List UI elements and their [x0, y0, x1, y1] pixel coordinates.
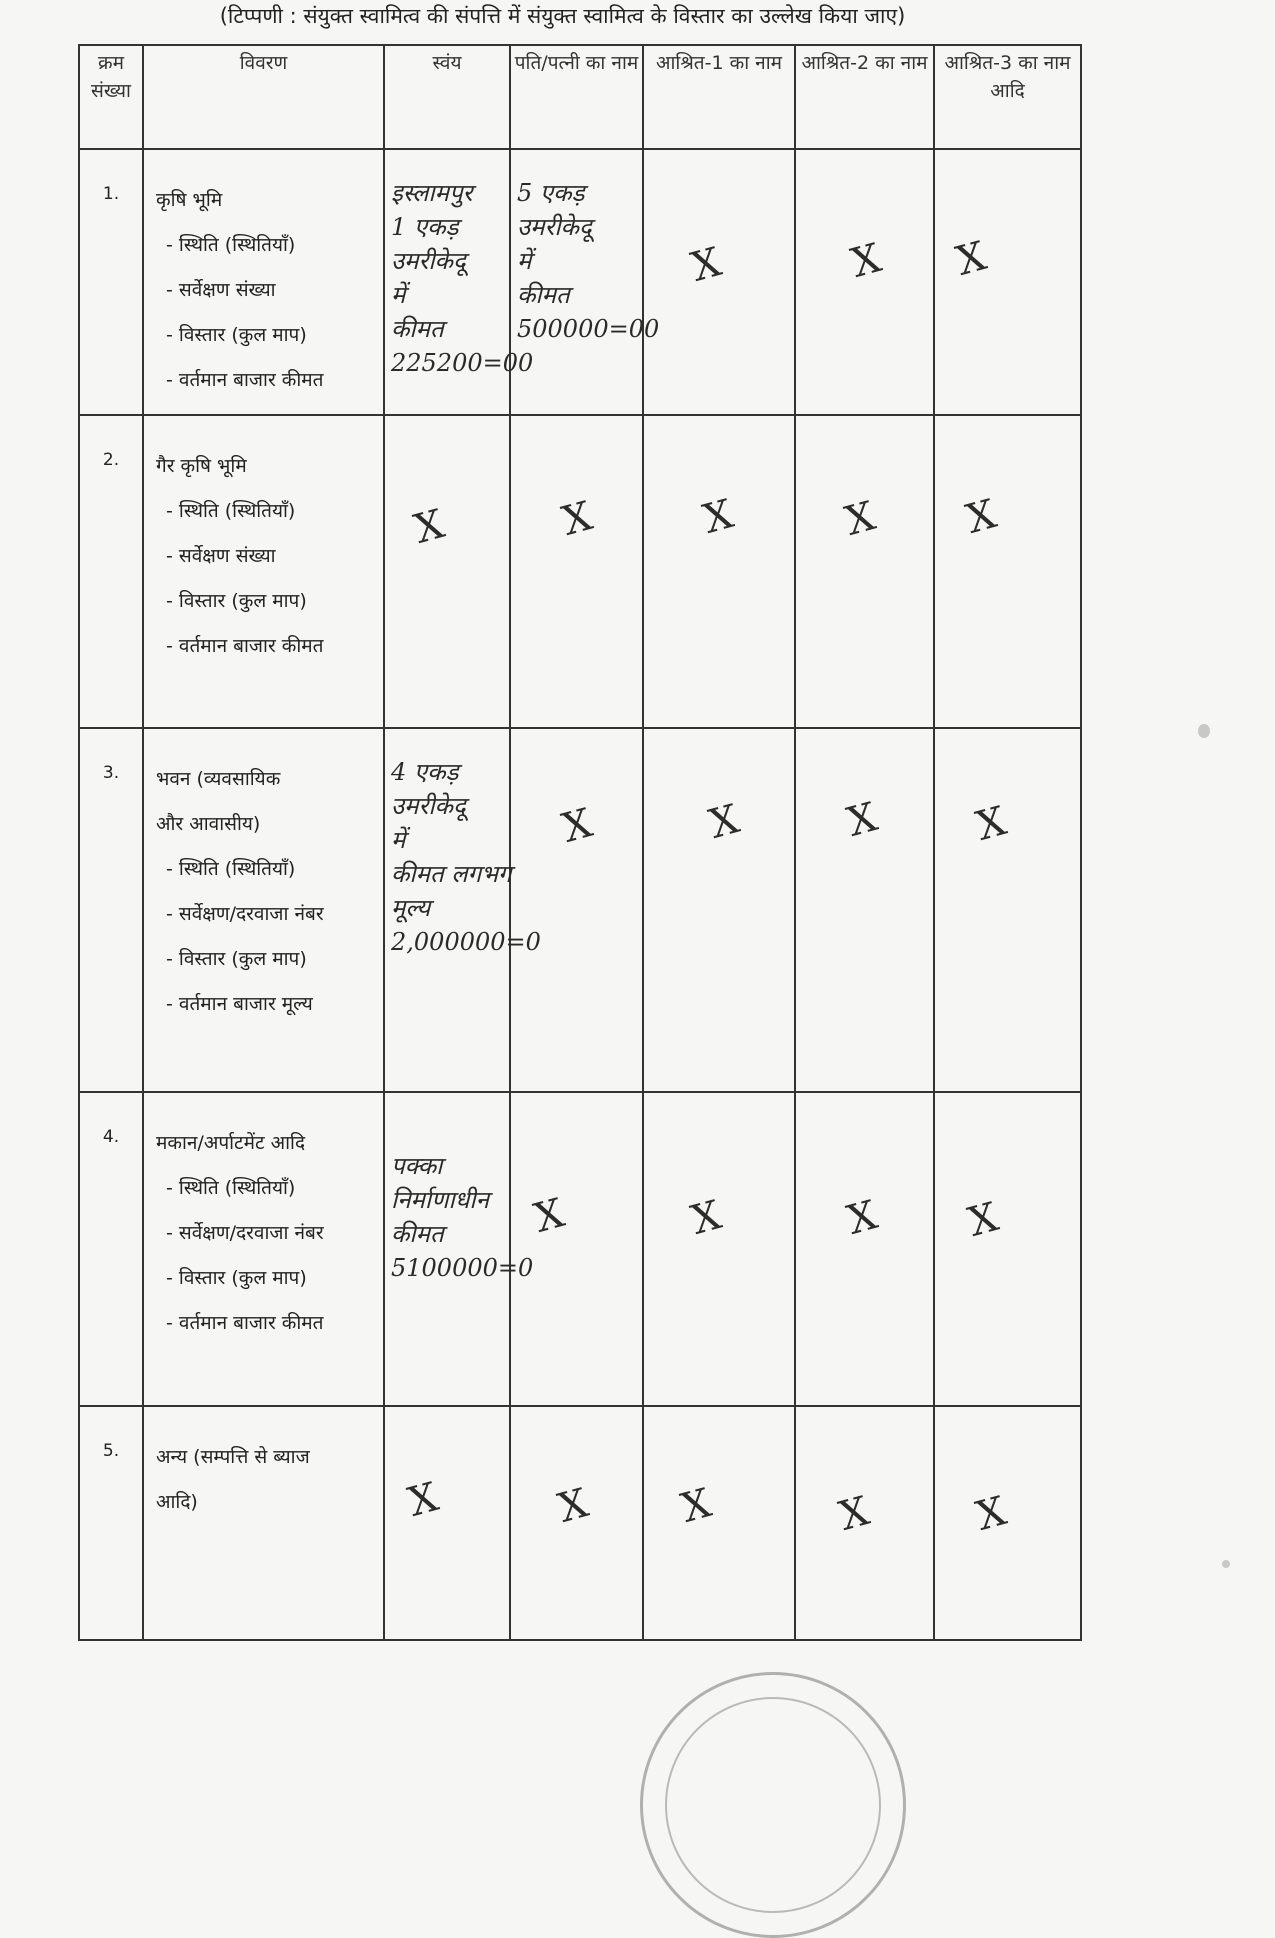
table-row: [79, 1406, 1081, 1640]
dependent-2-entry: [795, 1092, 934, 1406]
field-label: - सर्वेक्षण संख्या: [166, 545, 276, 567]
details-cell: [143, 728, 384, 1092]
category-label: अन्य (सम्पत्ति से ब्याज: [156, 1446, 310, 1468]
dependent-2-entry: [795, 728, 934, 1092]
spouse-entry: [510, 1092, 643, 1406]
property-declaration-table: [78, 44, 1082, 1641]
self-entry: [384, 415, 510, 728]
table-row: [79, 415, 1081, 728]
table-row: [79, 149, 1081, 415]
category-label: गैर कृषि भूमि: [156, 455, 247, 477]
self-entry: [384, 1092, 534, 1406]
category-label: और आवासीय): [156, 813, 261, 835]
cross-mark: X: [403, 1474, 443, 1526]
field-label: - स्थिति (स्थितियाँ): [166, 500, 296, 522]
handwritten-line: कीमत लगभग: [391, 860, 512, 888]
dependent-1-entry: [643, 1092, 795, 1406]
serial-cell: 3.: [79, 728, 143, 1092]
official-seal-stamp: [640, 1672, 906, 1938]
handwritten-line: 4 एकड़: [391, 758, 459, 786]
header-dependent-2: आश्रित-2 का नाम: [795, 45, 934, 149]
scan-smudge: [1198, 724, 1210, 738]
cross-mark: X: [686, 1192, 726, 1244]
table-note: [0, 2, 1275, 30]
details-cell: [143, 149, 384, 415]
spouse-entry: [510, 728, 643, 1092]
handwritten-line: 2,000000=0: [391, 928, 541, 956]
handwritten-line: 5 एकड़: [517, 179, 585, 207]
handwritten-line: उमरीकेदू: [517, 213, 592, 241]
field-label: - वर्तमान बाजार कीमत: [166, 635, 324, 657]
field-label: - विस्तार (कुल माप): [166, 590, 307, 612]
handwritten-line: कीमत: [517, 281, 570, 309]
field-label: - वर्तमान बाजार कीमत: [166, 369, 324, 391]
header-details: विवरण: [143, 45, 384, 149]
dependent-3-entry: [934, 1406, 1081, 1640]
spouse-entry: [510, 415, 643, 728]
category-label: आदि): [156, 1491, 198, 1513]
field-label: - सर्वेक्षण/दरवाजा नंबर: [166, 903, 324, 925]
field-label: - स्थिति (स्थितियाँ): [166, 858, 296, 880]
category-label: भवन (व्यवसायिक: [156, 768, 281, 790]
serial-cell: 4.: [79, 1092, 143, 1406]
cross-mark: X: [842, 794, 882, 846]
cross-mark: X: [840, 493, 880, 545]
dependent-3-entry: [934, 149, 1081, 415]
scan-smudge: [1222, 1560, 1230, 1568]
dependent-2-entry: [795, 415, 934, 728]
cross-mark: X: [557, 800, 597, 852]
field-label: - स्थिति (स्थितियाँ): [166, 1177, 296, 1199]
dependent-1-entry: [643, 415, 795, 728]
header-serial: क्रम संख्या: [79, 45, 143, 149]
field-label: - स्थिति (स्थितियाँ): [166, 234, 296, 256]
details-cell: [143, 1406, 384, 1640]
dependent-1-entry: [643, 1406, 795, 1640]
dependent-3-entry: [934, 415, 1081, 728]
cross-mark: X: [971, 1488, 1011, 1540]
handwritten-line: 5100000=0: [391, 1254, 534, 1282]
handwritten-line: में: [517, 247, 532, 275]
cross-mark: X: [846, 235, 886, 287]
handwritten-line: कीमत: [391, 1220, 444, 1248]
field-label: - विस्तार (कुल माप): [166, 948, 307, 970]
self-entry: [384, 728, 541, 1092]
dependent-2-entry: [795, 149, 934, 415]
handwritten-line: 225200=00: [391, 349, 534, 377]
handwritten-line: उमरीकेदू: [391, 792, 466, 820]
dependent-1-entry: [643, 149, 795, 415]
cross-mark: X: [557, 493, 597, 545]
cross-mark: X: [698, 491, 738, 543]
header-dependent-3: आश्रित-3 का नाम आदि: [934, 45, 1081, 149]
cross-mark: X: [529, 1190, 569, 1242]
handwritten-line: 1 एकड़: [391, 213, 459, 241]
handwritten-line: कीमत: [391, 315, 444, 343]
spouse-entry: [510, 1406, 643, 1640]
self-entry: [384, 149, 534, 415]
category-label: कृषि भूमि: [156, 189, 223, 211]
dependent-3-entry: [934, 1092, 1081, 1406]
table-row: [79, 1092, 1081, 1406]
header-self: स्वंय: [384, 45, 510, 149]
cross-mark: X: [686, 239, 726, 291]
cross-mark: X: [971, 798, 1011, 850]
serial-cell: 2.: [79, 415, 143, 728]
category-label: मकान/अर्पाटमेंट आदि: [156, 1132, 306, 1154]
cross-mark: X: [961, 491, 1001, 543]
handwritten-line: पक्का: [391, 1152, 443, 1180]
cross-mark: X: [676, 1480, 716, 1532]
cross-mark: X: [951, 233, 991, 285]
table-row: [79, 728, 1081, 1092]
handwritten-line: उमरीकेदू: [391, 247, 466, 275]
serial-cell: 5.: [79, 1406, 143, 1640]
header-spouse: पति/पत्नी का नाम: [510, 45, 643, 149]
handwritten-line: इस्लामपुर: [391, 179, 473, 207]
cross-mark: X: [963, 1194, 1003, 1246]
field-label: - वर्तमान बाजार मूल्य: [166, 993, 313, 1015]
cross-mark: X: [834, 1488, 874, 1540]
header-dependent-1: आश्रित-1 का नाम: [643, 45, 795, 149]
details-cell: [143, 415, 384, 728]
note-text: (टिप्पणी : संयुक्त स्वामित्व की संपत्ति में संयुक्त स्वामित्व के विस्तार का उल्लेख किया जाए): [219, 4, 906, 28]
field-label: - सर्वेक्षण संख्या: [166, 279, 276, 301]
cross-mark: X: [842, 1192, 882, 1244]
handwritten-line: मूल्य: [391, 894, 431, 922]
field-label: - वर्तमान बाजार कीमत: [166, 1312, 324, 1334]
cross-mark: X: [704, 796, 744, 848]
field-label: - विस्तार (कुल माप): [166, 1267, 307, 1289]
dependent-3-entry: [934, 728, 1081, 1092]
handwritten-line: में: [391, 826, 406, 854]
dependent-1-entry: [643, 728, 795, 1092]
handwritten-line: में: [391, 281, 406, 309]
serial-cell: 1.: [79, 149, 143, 415]
handwritten-line: निर्माणाधीन: [391, 1186, 489, 1214]
handwritten-line: 500000=00: [517, 315, 660, 343]
self-entry: [384, 1406, 510, 1640]
dependent-2-entry: [795, 1406, 934, 1640]
cross-mark: X: [409, 501, 449, 553]
field-label: - सर्वेक्षण/दरवाजा नंबर: [166, 1222, 324, 1244]
cross-mark: X: [553, 1480, 593, 1532]
details-cell: [143, 1092, 384, 1406]
header-row: [79, 45, 1081, 149]
field-label: - विस्तार (कुल माप): [166, 324, 307, 346]
